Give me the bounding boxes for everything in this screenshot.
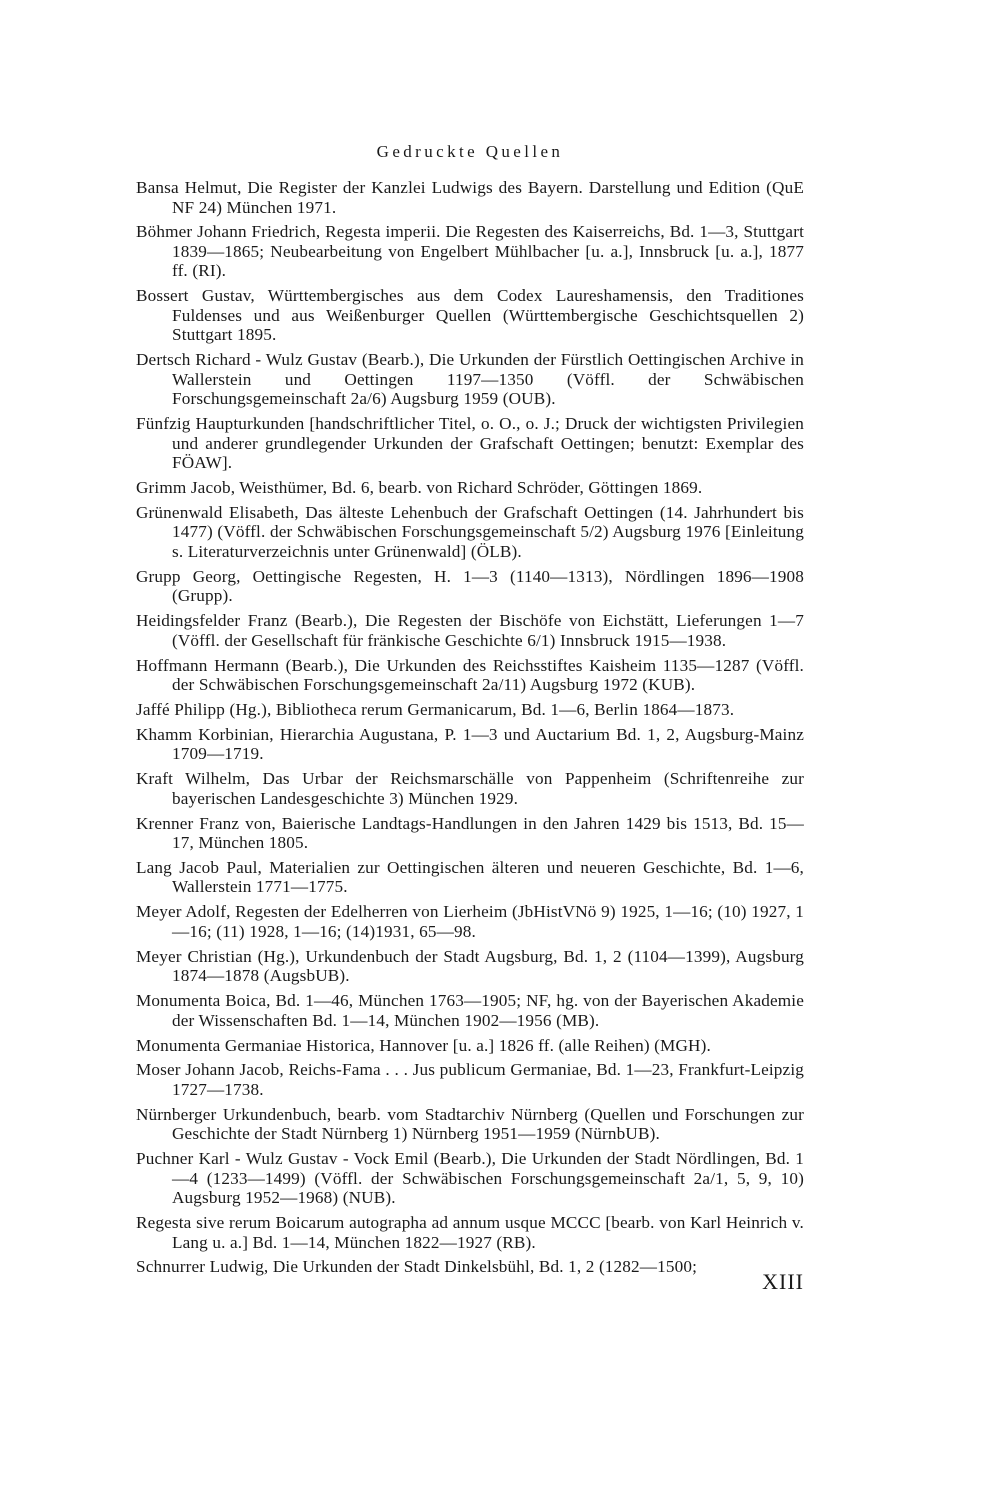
bibliography-entry: Khamm Korbinian, Hierarchia Augustana, P. 1—3 und Auctarium Bd. 1, 2, Augsburg-Mainz 1709—1719.	[136, 724, 804, 764]
bibliography-entry: Meyer Christian (Hg.), Urkundenbuch der Stadt Augsburg, Bd. 1, 2 (1104—1399), Augsburg 1874—1878 (AugsbUB).	[136, 946, 804, 986]
bibliography-entry: Regesta sive rerum Boicarum autographa ad annum usque MCCC [bearb. von Karl Heinrich v. Lang u. a.] Bd. 1—14, München 1822—1927 (RB).	[136, 1213, 804, 1252]
bibliography-entry: Krenner Franz von, Baierische Landtags-Handlungen in den Jahren 1429 bis 1513, Bd. 15—17, München 1805.	[136, 813, 804, 853]
bibliography-entry: Meyer Adolf, Regesten der Edelherren von Lierheim (JbHistVNö 9) 1925, 1—16; (10) 1927, 1—16; (11) 1928, 1—16; (14)1931, 65—98.	[136, 902, 804, 941]
bibliography-entry: Monumenta Germaniae Historica, Hannover [u. a.] 1826 ff. (alle Reihen) (MGH).	[136, 1035, 711, 1055]
page-number: XIII	[762, 1269, 804, 1294]
bibliography-entry: Monumenta Boica, Bd. 1—46, München 1763—1905; NF, hg. von der Bayerischen Akademie der Wissenschaften Bd. 1—14, München 1902—1956 (MB).	[136, 991, 804, 1030]
bibliography-entry: Grimm Jacob, Weisthümer, Bd. 6, bearb. von Richard Schröder, Göttingen 1869.	[136, 477, 703, 497]
bibliography-entry: Grupp Georg, Oettingische Regesten, H. 1—3 (1140—1313), Nördlingen 1896—1908 (Grupp).	[136, 566, 804, 606]
bibliography-entry: Puchner Karl - Wulz Gustav - Vock Emil (Bearb.), Die Urkunden der Stadt Nördlingen, Bd. 1—4 (1233—1499) (Vöffl. der Schwäbischen Forschungsgemeinschaft 2a/1, 5, 9, 10) Augsburg 1952—1968) (NUB).	[136, 1149, 804, 1208]
bibliography-entry: Dertsch Richard - Wulz Gustav (Bearb.), Die Urkunden der Fürstlich Oettingischen Archive in Wallerstein und Oettingen 1197—1350 (Vöffl. der Schwäbischen Forschungsgemeinschaft 2a/6) Augsburg 1959 (OUB).	[136, 350, 804, 409]
bibliography-entry: Böhmer Johann Friedrich, Regesta imperii. Die Regesten des Kaiserreichs, Bd. 1—3, Stuttgart 1839—1865; Neubearbeitung von Engelbert Mühlbacher [u. a.], Innsbruck [u. a.], 1877 ff. (RI).	[136, 222, 804, 281]
bibliography-entry: Nürnberger Urkundenbuch, bearb. vom Stadtarchiv Nürnberg (Quellen und Forschungen zur Geschichte der Stadt Nürnberg 1) Nürnberg 1951—1959 (NürnbUB).	[136, 1104, 804, 1144]
bibliography-entry: Jaffé Philipp (Hg.), Bibliotheca rerum Germanicarum, Bd. 1—6, Berlin 1864—1873.	[136, 699, 735, 719]
bibliography-entry: Fünfzig Haupturkunden [handschriftlicher Titel, o. O., o. J.; Druck der wichtigsten Privilegien und anderer grundlegender Urkunden der Grafschaft Oettingen; benutzt: Exemplar des FÖAW].	[136, 414, 804, 473]
bibliography-entry: Heidingsfelder Franz (Bearb.), Die Regesten der Bischöfe von Eichstätt, Lieferungen 1—7 (Vöffl. der Gesellschaft für fränkische Geschichte 6/1) Innsbruck 1915—1938.	[136, 611, 804, 650]
bibliography-entry: Bansa Helmut, Die Register der Kanzlei Ludwigs des Bayern. Darstellung und Edition (QuE NF 24) München 1971.	[136, 178, 804, 217]
bibliography-entry: Lang Jacob Paul, Materialien zur Oettingischen älteren und neueren Geschichte, Bd. 1—6, Wallerstein 1771—1775.	[136, 857, 804, 897]
bibliography-entry: Hoffmann Hermann (Bearb.), Die Urkunden des Reichsstiftes Kaisheim 1135—1287 (Vöffl. der Schwäbischen Forschungsgemeinschaft 2a/11) Augsburg 1972 (KUB).	[136, 655, 804, 695]
bibliography-entry: Bossert Gustav, Württembergisches aus dem Codex Laureshamensis, den Traditiones Fuldenses und aus Weißenburger Quellen (Württembergische Geschichtsquellen 2) Stuttgart 1895.	[136, 286, 804, 345]
bibliography-entry: Moser Johann Jacob, Reichs-Fama . . . Jus publicum Germaniae, Bd. 1—23, Frankfurt-Leipzig 1727—1738.	[136, 1060, 804, 1099]
bibliography-entry: Schnurrer Ludwig, Die Urkunden der Stadt Dinkelsbühl, Bd. 1, 2 (1282—1500;	[136, 1257, 698, 1277]
bibliography-entry: Kraft Wilhelm, Das Urbar der Reichsmarschälle von Pappenheim (Schriftenreihe zur bayerischen Landesgeschichte 3) München 1929.	[136, 769, 804, 808]
bibliography-entry: Grünenwald Elisabeth, Das älteste Lehenbuch der Grafschaft Oettingen (14. Jahrhundert bis 1477) (Vöffl. der Schwäbischen Forschungsgemeinschaft 5/2) Augsburg 1976 [Einleitung s. Literaturverzeichnis unter Grünenwald] (ÖLB).	[136, 502, 804, 561]
bibliography-list	[136, 178, 804, 1282]
page-heading: Gedruckte Quellen	[376, 142, 564, 161]
